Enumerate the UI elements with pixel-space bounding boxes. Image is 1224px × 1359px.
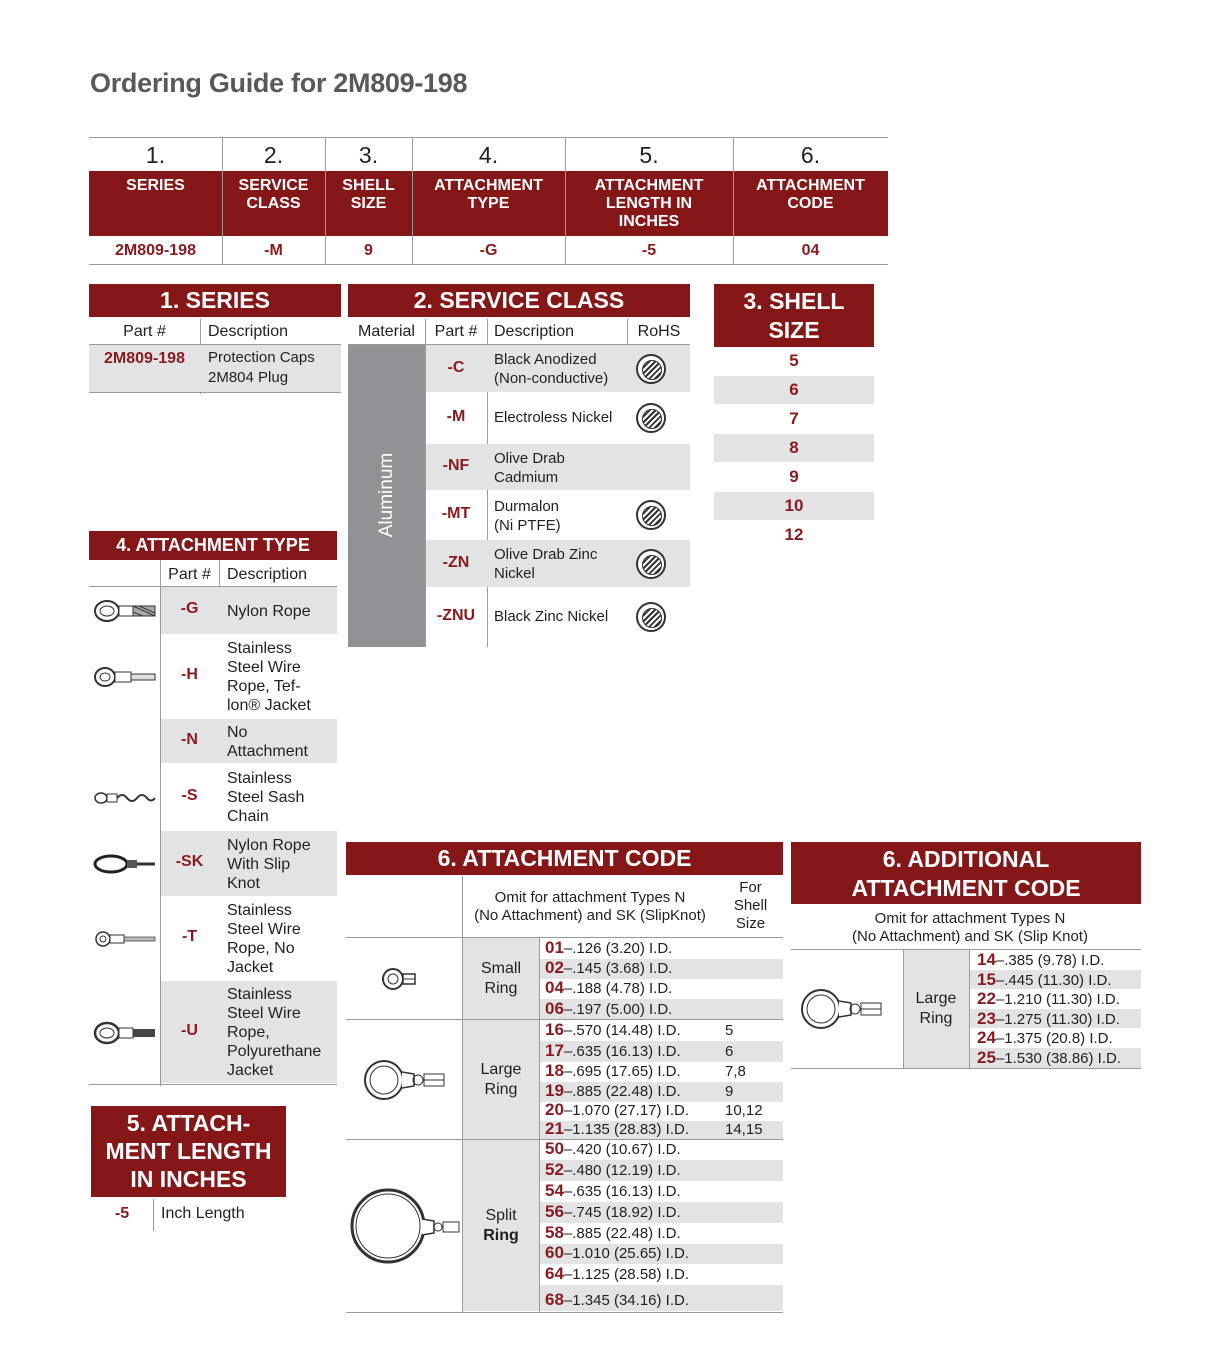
shell-size-value: 6 (789, 380, 799, 399)
attachment-type-desc-line: Stainless (227, 902, 292, 919)
attachment-code-shell: 9 (725, 1083, 734, 1100)
attachment-code-row (545, 1139, 681, 1159)
shell-size-title-2: SIZE (768, 317, 820, 343)
order-step-header (89, 177, 222, 195)
attachment-code-dim: –1.125 (28.58) I.D. (563, 1266, 689, 1283)
additional-code-omit-1: Omit for attachment Types N (874, 910, 1066, 927)
additional-code-title-2: ATTACHMENT CODE (851, 875, 1081, 901)
ring-group-label-2: Ring (484, 980, 518, 997)
service-part: -C (447, 358, 465, 376)
service-desc-2: (Ni PTFE) (494, 517, 561, 534)
attachment-code-dim: –1.070 (27.17) I.D. (563, 1102, 689, 1119)
attachment-type-desc-line: Stainless (227, 770, 292, 787)
attachment-type-desc-line: Steel Sash (227, 789, 305, 806)
order-header-line: CODE (787, 195, 834, 212)
attachment-code: 19 (545, 1081, 564, 1100)
large-ring-icon (362, 1058, 446, 1102)
attachment-code-dim: –1.135 (28.83) I.D. (563, 1121, 689, 1138)
attachment-type-part: -N (181, 730, 198, 748)
wire-rope-no-jacket-icon (93, 924, 157, 954)
attachment-code: 64 (545, 1264, 564, 1283)
attachment-code-dim: –.885 (22.48) I.D. (563, 1083, 681, 1100)
order-step-header (733, 177, 888, 213)
attachment-code: 21 (545, 1119, 564, 1138)
attachment-code-row (545, 1081, 681, 1101)
order-value: -G (479, 242, 498, 259)
order-value: -M (264, 242, 283, 259)
attachment-type-part: -SK (175, 853, 204, 870)
series-desc-1: Protection Caps (208, 349, 315, 366)
attachment-code-dim: –1.345 (34.16) I.D. (563, 1292, 689, 1309)
order-header-line: SERIES (126, 177, 185, 194)
attachment-type-desc-line: No (227, 723, 248, 741)
service-col-desc: Description (494, 323, 575, 340)
attachment-type-part: -S (181, 786, 198, 804)
shell-size-section (714, 284, 874, 546)
material-aluminum-label: Aluminum (376, 452, 397, 538)
service-part: -ZN (442, 553, 470, 571)
attachment-code: 17 (545, 1041, 564, 1060)
attachment-code-row (545, 1020, 681, 1040)
attachment-type-desc-line: Nylon Rope (227, 602, 311, 620)
order-header-line: ATTACHMENT (434, 177, 543, 194)
attachment-code-row (545, 1264, 689, 1284)
attachment-code-dim: –.745 (18.92) I.D. (563, 1204, 681, 1221)
attachment-code-dim: –.197 (5.00) I.D. (563, 1001, 673, 1018)
attachment-type-col-desc: Description (227, 566, 308, 583)
attachment-code-row (545, 938, 672, 958)
attachment-code-row (545, 1290, 689, 1310)
attachment-type-desc-line: Polyurethane (227, 1043, 322, 1060)
attachment-code-row (545, 1100, 689, 1120)
attachment-type-desc-line: Steel Wire (227, 659, 301, 676)
attachment-type-desc-line: Steel Wire (227, 921, 301, 938)
service-desc-1: Electroless Nickel (494, 409, 613, 426)
series-part: 2M809-198 (104, 350, 185, 367)
attachment-code: 02 (545, 958, 564, 977)
shell-size-col-2: Shell (733, 897, 768, 914)
shell-size-value: 12 (784, 525, 804, 544)
attachment-code-dim: –.126 (3.20) I.D. (563, 940, 673, 957)
attachment-type-col-part: Part # (168, 566, 211, 583)
attachment-code-shell: 10,12 (725, 1102, 763, 1119)
order-step-number: 1. (145, 142, 166, 168)
rohs-compliant-icon (636, 500, 666, 530)
attachment-type-desc-line: Attachment (227, 742, 308, 760)
attachment-code: 56 (545, 1202, 564, 1221)
sash-chain-icon (93, 783, 157, 813)
shell-size-value: 9 (789, 467, 799, 486)
additional-code-row (977, 950, 1104, 970)
service-col-rohs: RoHS (637, 323, 681, 340)
ring-group-label-2: Ring (484, 1081, 518, 1098)
attachment-code-dim: –.188 (4.78) I.D. (563, 980, 673, 997)
additional-code: 23 (977, 1008, 996, 1028)
attachment-code-section (346, 842, 783, 1313)
order-value: -5 (641, 242, 657, 259)
service-class-section (348, 284, 690, 647)
attachment-code: 18 (545, 1061, 564, 1080)
attachment-code-dim: –.570 (14.48) I.D. (563, 1022, 681, 1039)
attachment-type-part: -H (181, 666, 198, 683)
attachment-type-desc-line: Nylon Rope (227, 836, 311, 854)
attachment-code-dim: –.635 (16.13) I.D. (563, 1043, 681, 1060)
additional-code-section (791, 842, 1141, 1070)
attachment-type-desc-line: Rope, (227, 1024, 270, 1041)
attachment-type-desc-line: Steel Wire (227, 1005, 301, 1022)
attachment-code-shell: 14,15 (725, 1121, 763, 1138)
attachment-type-desc-line: Knot (227, 874, 260, 892)
length-part: -5 (114, 1205, 130, 1222)
nylon-rope-ring-icon (93, 596, 157, 626)
large-ring-icon (799, 987, 883, 1031)
attachment-code: 60 (545, 1243, 564, 1262)
additional-code: 14 (977, 950, 996, 969)
attachment-code-row (545, 958, 672, 978)
length-title-2: MENT LENGTH (105, 1138, 272, 1164)
attachment-code-dim: –.480 (12.19) I.D. (563, 1162, 681, 1179)
shell-size-value: 5 (789, 351, 799, 370)
order-step-number: 6. (800, 142, 821, 168)
additional-code-dim: –1.275 (11.30) I.D. (995, 1010, 1120, 1028)
attachment-type-desc-line: Stainless (227, 640, 292, 657)
attachment-code-row (545, 1181, 681, 1201)
service-desc-1: Black Anodized (494, 351, 597, 368)
additional-code-dim: –1.210 (11.30) I.D. (995, 991, 1120, 1009)
attachment-type-title: 4. ATTACHMENT TYPE (89, 531, 337, 560)
service-desc-1: Durmalon (494, 498, 560, 515)
order-header-line: TYPE (467, 195, 510, 212)
attachment-code-row (545, 1160, 681, 1180)
service-part: -ZNU (436, 607, 476, 624)
order-header-line: INCHES (618, 213, 680, 230)
attachment-type-section (89, 531, 337, 1086)
attachment-code-row (545, 999, 672, 1019)
service-desc-2: (Non-conductive) (494, 370, 609, 387)
ring-group-label-1: Small (480, 960, 521, 977)
order-summary-table (89, 137, 888, 265)
order-header-line: ATTACHMENT (594, 177, 704, 194)
additional-code: 22 (977, 989, 996, 1009)
service-desc-1: Olive Drab (494, 450, 565, 467)
service-part: -MT (441, 505, 471, 522)
length-title-1: 5. ATTACH- (126, 1110, 251, 1136)
order-step-header (325, 177, 412, 213)
order-step-number: 4. (478, 142, 499, 168)
service-part: -M (446, 408, 466, 425)
attachment-code-title: 6. ATTACHMENT CODE (346, 842, 783, 875)
attachment-code: 58 (545, 1223, 564, 1242)
attachment-code: 68 (545, 1290, 564, 1309)
rohs-compliant-icon (636, 549, 666, 579)
attachment-code-dim: –.145 (3.68) I.D. (563, 960, 673, 977)
order-step-header (412, 177, 565, 213)
shell-size-value: 8 (789, 438, 799, 457)
rohs-compliant-icon (636, 602, 666, 632)
attachment-code: 20 (545, 1100, 564, 1119)
service-desc-2: Nickel (494, 565, 535, 582)
service-desc-1: Olive Drab Zinc (494, 546, 598, 563)
series-section (89, 284, 341, 394)
attachment-code-omit-2: (No Attachment) and SK (SlipKnot) (474, 907, 706, 924)
additional-code-title-1: 6. ADDITIONAL (882, 846, 1050, 872)
additional-code-dim: –.385 (9.78) I.D. (995, 952, 1105, 969)
order-header-line: SERVICE (238, 177, 309, 194)
attachment-code-dim: –1.010 (25.65) I.D. (563, 1245, 689, 1262)
service-class-title: 2. SERVICE CLASS (348, 284, 690, 317)
attachment-code: 04 (545, 978, 564, 997)
order-header-line: LENGTH IN (605, 195, 693, 212)
ring-group-label-2: Ring (483, 1227, 519, 1244)
order-step-header (222, 177, 325, 213)
ring-group-label-1: Split (485, 1207, 517, 1224)
series-desc-2: 2M804 Plug (208, 369, 289, 386)
series-col-desc: Description (208, 323, 289, 340)
service-desc-1: Black Zinc Nickel (494, 608, 609, 625)
service-desc-2: Cadmium (494, 469, 559, 486)
attachment-type-desc-line: Chain (227, 808, 269, 825)
attachment-code: 54 (545, 1181, 564, 1200)
attachment-code: 50 (545, 1139, 564, 1158)
attachment-type-desc-line: Jacket (227, 959, 274, 976)
additional-code: 25 (977, 1048, 996, 1067)
additional-code-row (977, 1028, 1113, 1048)
attachment-code: 16 (545, 1020, 564, 1039)
shell-size-col-3: Size (735, 915, 766, 932)
additional-code: 15 (977, 969, 996, 989)
attachment-code-omit-1: Omit for attachment Types N (494, 889, 686, 906)
page-title: Ordering Guide for 2M809-198 (90, 68, 468, 98)
shell-size-col-1: For (739, 879, 762, 896)
additional-code-row (977, 970, 1112, 990)
attachment-code-dim: –.420 (10.67) I.D. (563, 1141, 681, 1158)
attachment-code-shell: 5 (725, 1022, 734, 1039)
attachment-code-row (545, 1202, 681, 1222)
length-title-3: IN INCHES (130, 1166, 247, 1192)
service-col-part: Part # (434, 323, 478, 340)
service-col-material: Material (358, 323, 415, 340)
order-header-line: ATTACHMENT (756, 177, 865, 194)
additional-code-row (977, 989, 1120, 1009)
order-value: 9 (364, 242, 373, 259)
additional-code-dim: –1.530 (38.86) I.D. (995, 1050, 1121, 1067)
attachment-code-row (545, 1061, 681, 1081)
ring-group-label-1: Large (915, 989, 957, 1007)
attachment-type-desc-line: lon® Jacket (227, 697, 311, 714)
attachment-code-row (545, 1119, 689, 1139)
shell-size-title-1: 3. SHELL (743, 288, 845, 314)
additional-code: 24 (977, 1028, 996, 1048)
attachment-code-row (545, 1041, 681, 1061)
attachment-type-part: -U (181, 1021, 198, 1039)
order-value: 2M809-198 (115, 242, 196, 259)
attachment-type-desc-line: Jacket (227, 1062, 274, 1079)
service-part: -NF (442, 457, 470, 474)
additional-code-row (977, 1009, 1120, 1029)
series-col-part: Part # (123, 323, 166, 340)
rohs-compliant-icon (636, 403, 666, 433)
order-step-number: 5. (639, 142, 659, 168)
attachment-type-desc-line: Stainless (227, 986, 292, 1003)
series-title: 1. SERIES (89, 284, 341, 317)
additional-code-omit-2: (No Attachment) and SK (Slip Knot) (852, 928, 1088, 945)
additional-code-dim: –.445 (11.30) I.D. (995, 971, 1112, 989)
length-desc: Inch Length (161, 1205, 245, 1222)
order-header-line: SIZE (350, 195, 387, 212)
attachment-code-dim: –.635 (16.13) I.D. (563, 1183, 681, 1200)
order-header-line: CLASS (246, 195, 301, 212)
split-ring-icon (348, 1181, 460, 1271)
wire-rope-polyurethane-icon (93, 1018, 157, 1048)
order-header-line: SHELL (342, 177, 395, 194)
ring-group-label-1: Large (480, 1061, 522, 1078)
attachment-code-shell: 7,8 (725, 1063, 746, 1080)
slip-knot-icon (93, 849, 157, 879)
attachment-code-row (545, 1243, 689, 1263)
attachment-code-row (545, 1223, 681, 1243)
attachment-type-part: -G (180, 600, 199, 617)
attachment-code-shell: 6 (725, 1043, 734, 1060)
shell-size-value: 10 (784, 496, 804, 515)
attachment-type-desc-line: With Slip (227, 855, 291, 873)
attachment-code-dim: –.695 (17.65) I.D. (563, 1063, 681, 1080)
wire-rope-teflon-icon (93, 662, 157, 692)
ring-group-label-2: Ring (919, 1009, 953, 1027)
order-step-number: 2. (263, 142, 284, 168)
attachment-code-dim: –.885 (22.48) I.D. (563, 1225, 681, 1242)
attachment-length-section (91, 1106, 286, 1231)
additional-code-dim: –1.375 (20.8) I.D. (995, 1030, 1113, 1048)
rohs-compliant-icon (636, 354, 666, 384)
attachment-code: 01 (545, 938, 564, 957)
small-ring-icon (379, 964, 429, 994)
additional-code-row (977, 1048, 1121, 1068)
attachment-code: 06 (545, 999, 564, 1018)
attachment-code-row (545, 978, 672, 998)
order-value: 04 (801, 242, 820, 259)
attachment-code: 52 (545, 1160, 564, 1179)
attachment-type-desc-line: Rope, Tef- (227, 678, 301, 695)
attachment-type-part: -T (181, 928, 198, 945)
order-step-number: 3. (358, 142, 379, 168)
attachment-type-desc-line: Rope, No (227, 940, 295, 957)
order-step-header (565, 177, 733, 231)
shell-size-value: 7 (789, 409, 799, 428)
